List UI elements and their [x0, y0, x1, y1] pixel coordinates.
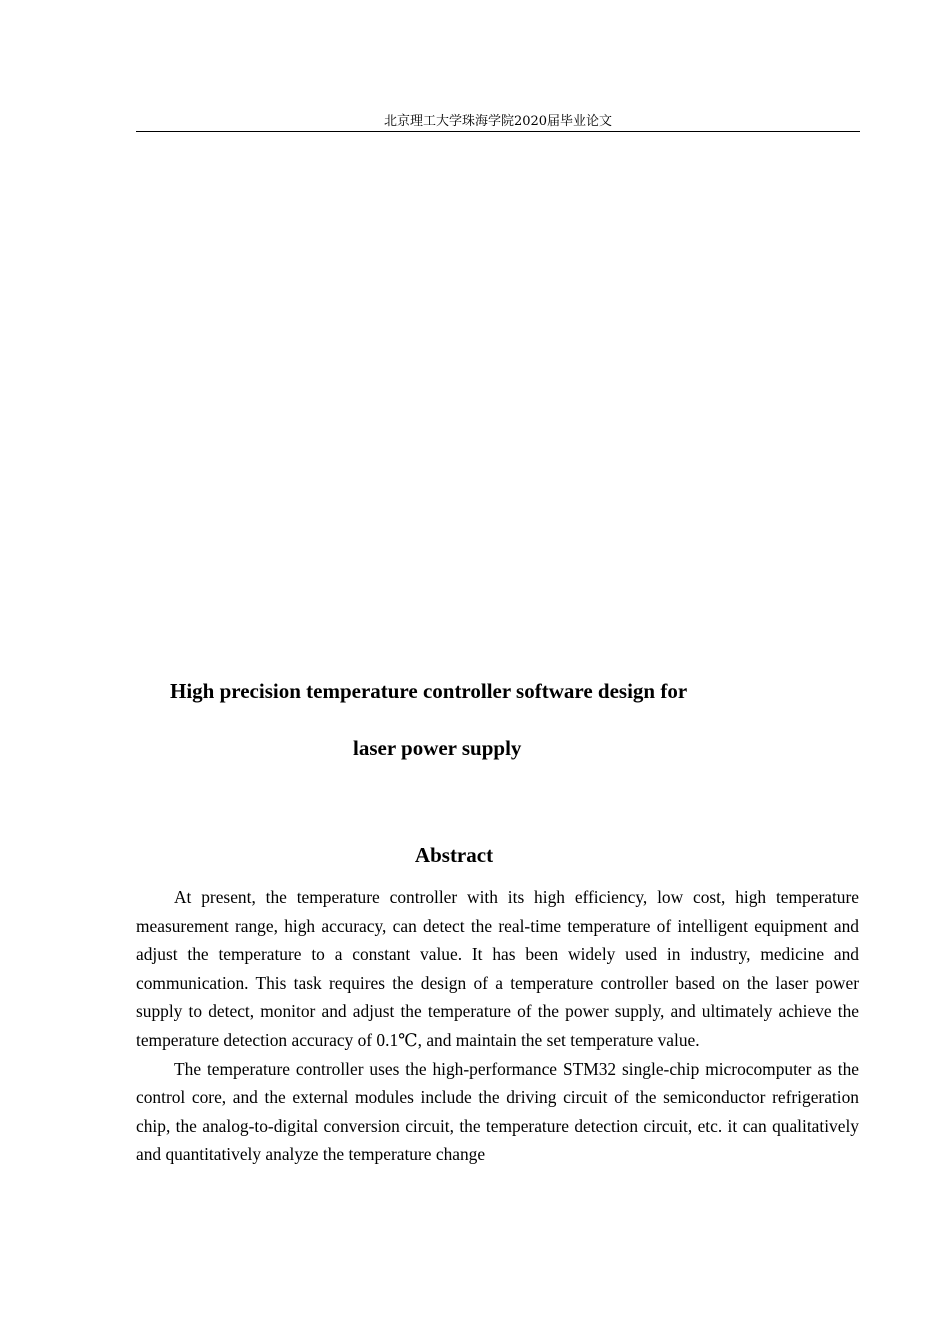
- running-header: 北京理工大学珠海学院2020届毕业论文: [383, 114, 613, 129]
- abstract-paragraph-2: The temperature controller uses the high-performance STM32 single-chip microcomputer as the control core, and the external modules include the driving circuit of the semiconductor refrigeration chip, the analog-to-digital conversion circuit, the temperature detection circuit, etc. it can qualitatively and quantitatively analyze the temperature change: [136, 1058, 859, 1165]
- thesis-title-line-2: laser power supply: [353, 736, 522, 760]
- abstract-paragraph-1: At present, the temperature controller with its high efficiency, low cost, high temperature measurement range, high accuracy, can detect the real-time temperature of intelligent equipment and adjust the temperature to a constant value. It has been widely used in industry, medicine and communication. This task requires the design of a temperature controller based on the laser power supply to detect, monitor and adjust the temperature of the power supply, and ultimately achieve the temperature detection accuracy of 0.1℃, and maintain the set temperature value.: [136, 887, 859, 1050]
- thesis-title-line-1: High precision temperature controller software design for: [170, 679, 688, 703]
- header-rule: [136, 131, 860, 132]
- abstract-heading: Abstract: [414, 843, 494, 867]
- abstract-body: [136, 883, 859, 1169]
